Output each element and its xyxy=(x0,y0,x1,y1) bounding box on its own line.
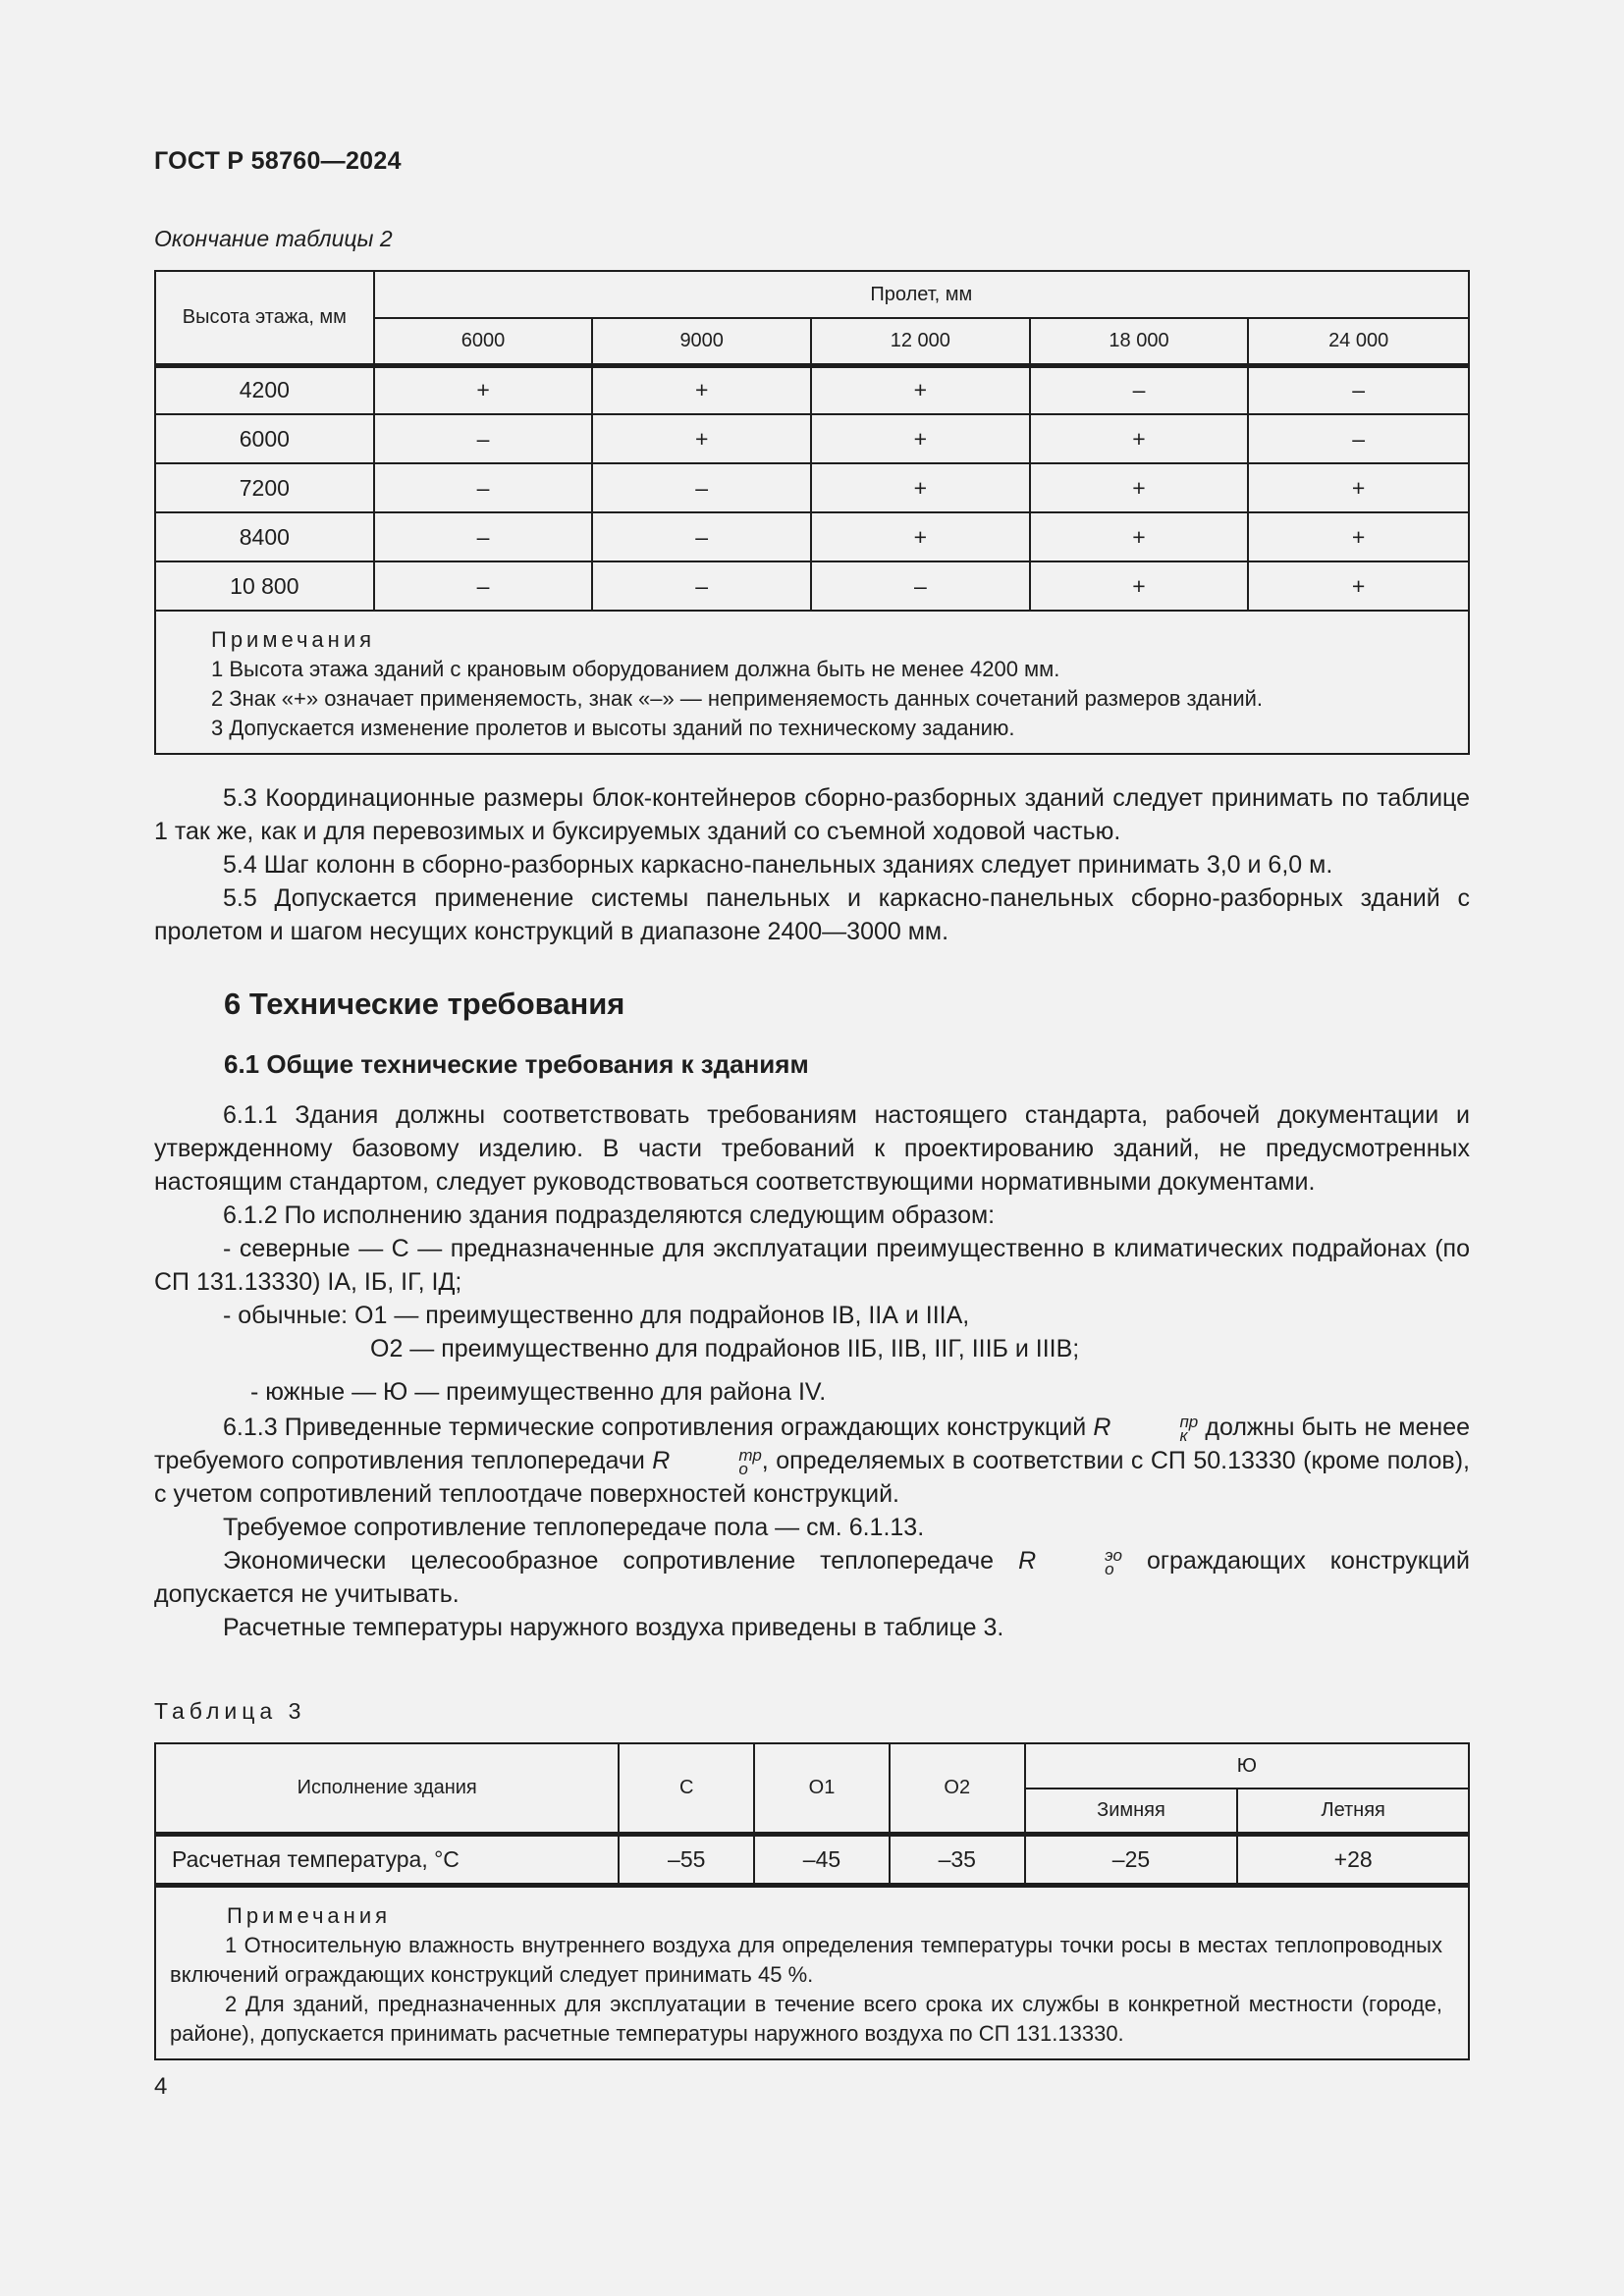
exec-usual-1: - обычные: О1 — преимущественно для подрайонов IВ, IIА и IIIА, xyxy=(223,1302,970,1329)
paragraph-5-4: 5.4 Шаг колонн в сборно-разборных каркасно-панельных зданиях следует принимать 3,0 и 6,0 м. xyxy=(223,851,1333,879)
exec-usual-2: О2 — преимущественно для подрайонов IIБ, IIВ, IIГ, IIIБ и IIIВ; xyxy=(370,1335,1080,1362)
table2-cell: + xyxy=(811,414,1030,463)
paragraph-floor: Требуемое сопротивление теплопередаче пола — см. 6.1.13. xyxy=(223,1514,925,1541)
table2-height-cell: 6000 xyxy=(155,414,374,463)
table2-height-cell: 4200 xyxy=(155,365,374,414)
exec-south: - южные — Ю — преимущественно для района IV. xyxy=(250,1378,827,1406)
table3-caption: Таблица 3 xyxy=(154,1698,306,1724)
table2-height-cell: 8400 xyxy=(155,512,374,561)
table2-cell: – xyxy=(1248,414,1469,463)
table2-span-header: 6000 xyxy=(374,318,593,365)
table2-cell: + xyxy=(811,463,1030,512)
table2-cell: – xyxy=(592,512,811,561)
table2-span-header: 12 000 xyxy=(811,318,1030,365)
table2-note: 3 Допускается изменение пролетов и высоты зданий по техническому заданию. xyxy=(211,716,1015,740)
paragraph-5-3: 5.3 Координационные размеры блок-контейнеров сборно-разборных зданий следует принимать по таблице 1 так же, как и для перевозимых и буксируемых зданий со съемной ходовой частью. xyxy=(154,784,1470,845)
symbol-letter: R xyxy=(1093,1414,1111,1441)
table2-cell: – xyxy=(1030,365,1249,414)
text-run: 6.1.3 Приведенные термические сопротивления ограждающих конструкций xyxy=(223,1414,1087,1441)
table3-o2-header: О2 xyxy=(890,1743,1025,1834)
paragraph-econ xyxy=(154,1544,1470,1611)
table2-height-cell: 7200 xyxy=(155,463,374,512)
table-row xyxy=(155,414,1469,463)
table2-span-header: 9000 xyxy=(592,318,811,365)
table2-cell: + xyxy=(592,365,811,414)
table-row xyxy=(155,365,1469,414)
table3-c-header: С xyxy=(619,1743,754,1834)
paragraph-5-5: 5.5 Допускается применение системы панельных и каркасно-панельных сборно-разборных зданий с пролетом и шагом несущих конструкций в диапазоне 2400—3000 мм. xyxy=(154,884,1470,945)
table2-cell: + xyxy=(1030,512,1249,561)
symbol-sup: пр xyxy=(1179,1413,1199,1431)
table2-span-header: 24 000 xyxy=(1248,318,1469,365)
table2-cell: + xyxy=(811,512,1030,561)
table-row xyxy=(155,561,1469,611)
table-row xyxy=(155,512,1469,561)
table3-summer-header: Летняя xyxy=(1237,1789,1469,1834)
symbol-sup: тр xyxy=(738,1446,762,1465)
section-6-1-title: 6.1 Общие технические требования к зданиям xyxy=(224,1049,809,1079)
table2-height-cell: 10 800 xyxy=(155,561,374,611)
table-row xyxy=(155,463,1469,512)
table3-winter-header: Зимняя xyxy=(1025,1789,1238,1834)
symbol-r-tr-o xyxy=(652,1446,762,1478)
symbol-letter: R xyxy=(652,1447,671,1474)
table2-row-header: Высота этажа, мм xyxy=(155,271,374,365)
symbol-letter: R xyxy=(1018,1547,1037,1575)
table2-span-header: 18 000 xyxy=(1030,318,1249,365)
table3-exec-header: Исполнение здания xyxy=(155,1743,619,1834)
table2-cell: – xyxy=(592,561,811,611)
symbol-sup: эо xyxy=(1105,1546,1122,1565)
table2-notes-title: Примечания xyxy=(211,627,376,652)
table2-notes xyxy=(155,611,1469,754)
table2-group-header: Пролет, мм xyxy=(374,271,1469,318)
section-6-title: 6 Технические требования xyxy=(224,987,625,1021)
table3-row-label: Расчетная температура, °С xyxy=(155,1834,619,1885)
paragraph-6-1-1: 6.1.1 Здания должны соответствовать требованиям настоящего стандарта, рабочей документации и утвержденному базовому изделию. В части требований к проектированию зданий, не предусмотренных настоящим стандартом, следует руководствоваться соответствующими нормативными документами. xyxy=(154,1101,1470,1196)
symbol-sub: о xyxy=(1105,1560,1114,1578)
table2-cell: + xyxy=(811,365,1030,414)
table2-note: 2 Знак «+» означает применяемость, знак «–» — неприменяемость данных сочетаний размеров зданий. xyxy=(211,686,1264,711)
table2-cell: – xyxy=(374,512,593,561)
table3-value: –55 xyxy=(619,1834,754,1885)
table2-cell: – xyxy=(374,561,593,611)
paragraph-6-1-2: 6.1.2 По исполнению здания подразделяются следующим образом: xyxy=(223,1201,996,1229)
section6-text xyxy=(154,1098,1470,1644)
symbol-r-pr-k xyxy=(1093,1413,1199,1445)
table2-cell: – xyxy=(811,561,1030,611)
text-run: ограждающих конструкций допускается не учитывать. xyxy=(154,1547,1470,1608)
document-code: ГОСТ Р 58760—2024 xyxy=(154,147,402,175)
table2-cell: + xyxy=(592,414,811,463)
symbol-sub: о xyxy=(738,1460,748,1478)
text-run: , определяемых в соответствии с СП 50.13330 (кроме полов), с учетом сопротивлений теплоотдаче поверхностей конструкций. xyxy=(154,1447,1470,1508)
table2-caption: Окончание таблицы 2 xyxy=(154,226,393,251)
table2-cell: + xyxy=(1248,561,1469,611)
page-number: 4 xyxy=(154,2073,168,2100)
table2-note: 1 Высота этажа зданий с крановым оборудованием должна быть не менее 4200 мм. xyxy=(211,657,1060,681)
table3 xyxy=(154,1742,1470,2060)
table-row xyxy=(155,1834,1469,1885)
paragraph-temps: Расчетные температуры наружного воздуха приведены в таблице 3. xyxy=(223,1614,1004,1641)
symbol-r-eo-o xyxy=(1018,1546,1122,1578)
text-run: Экономически целесообразное сопротивление теплопередаче xyxy=(223,1547,995,1575)
table3-notes xyxy=(155,1885,1469,2059)
table2-cell: + xyxy=(1030,414,1249,463)
table3-notes-title: Примечания xyxy=(227,1902,392,1928)
table2-cell: + xyxy=(1030,561,1249,611)
text-run: должны быть не менее требуемого сопротивления теплопередачи xyxy=(154,1414,1470,1474)
table3-note: 1 Относительную влажность внутреннего воздуха для определения температуры точки росы в местах теплопроводных включений ограждающих конструкций следует принимать 45 %. xyxy=(170,1932,1442,1987)
table3-o1-header: О1 xyxy=(754,1743,890,1834)
table2-cell: – xyxy=(374,414,593,463)
table3-note: 2 Для зданий, предназначенных для эксплуатации в течение всего срока их службы в конкретной местности (городе, районе), допускается принимать расчетные температуры наружного воздуха по СП 131.13330. xyxy=(170,1991,1442,2046)
table2-cell: + xyxy=(374,365,593,414)
section5-text xyxy=(154,781,1470,948)
table2 xyxy=(154,270,1470,755)
symbol-sub: к xyxy=(1179,1426,1188,1445)
table2-cell: – xyxy=(592,463,811,512)
table2-cell: + xyxy=(1248,463,1469,512)
table2-cell: + xyxy=(1030,463,1249,512)
table2-cell: + xyxy=(1248,512,1469,561)
table3-value: –25 xyxy=(1025,1834,1238,1885)
table3-value: –35 xyxy=(890,1834,1025,1885)
table3-value: –45 xyxy=(754,1834,890,1885)
table3-yu-header: Ю xyxy=(1025,1743,1469,1789)
paragraph-6-1-3 xyxy=(154,1411,1470,1511)
exec-north: - северные — С — предназначенные для эксплуатации преимущественно в климатических подрайонах (по СП 131.13330) IА, IБ, IГ, IД; xyxy=(154,1235,1470,1296)
table3-value: +28 xyxy=(1237,1834,1469,1885)
table2-cell: – xyxy=(374,463,593,512)
table2-cell: – xyxy=(1248,365,1469,414)
